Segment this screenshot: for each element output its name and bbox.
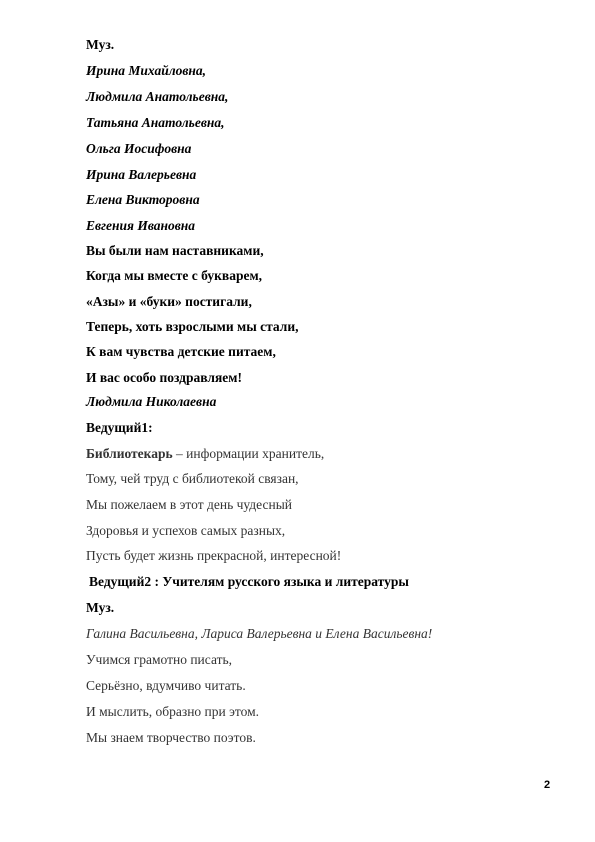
poem-line: Мы знаем творчество поэтов. [86, 730, 256, 745]
music-cue: Муз. [86, 600, 115, 615]
teacher-name: Ольга Иосифовна [86, 141, 192, 156]
librarian-term: Библиотекарь [86, 446, 173, 461]
teacher-names: Галина Васильевна, Лариса Валерьевна и Елена Васильевна! [86, 626, 433, 641]
poem-line: И мыслить, образно при этом. [86, 704, 260, 719]
teacher-name: Ирина Михайловна, [86, 63, 207, 78]
poem-line: И вас особо поздравляем! [86, 370, 242, 385]
teacher-name: Людмила Анатольевна, [86, 89, 229, 104]
teacher-name: Людмила Николаевна [86, 394, 217, 409]
poem-line: Учимся грамотно писать, [86, 652, 233, 667]
poem-line: Мы пожелаем в этот день чудесный [86, 497, 292, 512]
page-number: 2 [544, 779, 551, 791]
poem-line [86, 446, 324, 462]
teacher-name: Ирина Валерьевна [86, 167, 197, 182]
music-cue: Муз. [86, 37, 115, 52]
poem-line: Вы были нам наставниками, [86, 243, 264, 258]
poem-line: Теперь, хоть взрослыми мы стали, [86, 319, 299, 334]
librarian-rest: – информации хранитель, [172, 446, 325, 461]
poem-line: Здоровья и успехов самых разных, [86, 523, 286, 538]
poem-line: «Азы» и «буки» постигали, [86, 294, 252, 309]
poem-line: Когда мы вместе с букварем, [86, 268, 263, 283]
poem-line: К вам чувства детские питаем, [86, 344, 276, 359]
speaker-label: Ведущий2 : Учителям русского языка и литературы [89, 574, 409, 589]
teacher-name: Татьяна Анатольевна, [86, 115, 225, 130]
speaker-label: Ведущий1: [86, 420, 153, 435]
teacher-name: Елена Викторовна [86, 192, 200, 207]
poem-line: Серьёзно, вдумчиво читать. [86, 678, 246, 693]
poem-line: Пусть будет жизнь прекрасной, интересной! [86, 548, 342, 563]
teacher-name: Евгения Ивановна [86, 218, 196, 233]
poem-line: Тому, чей труд с библиотекой связан, [86, 471, 299, 486]
